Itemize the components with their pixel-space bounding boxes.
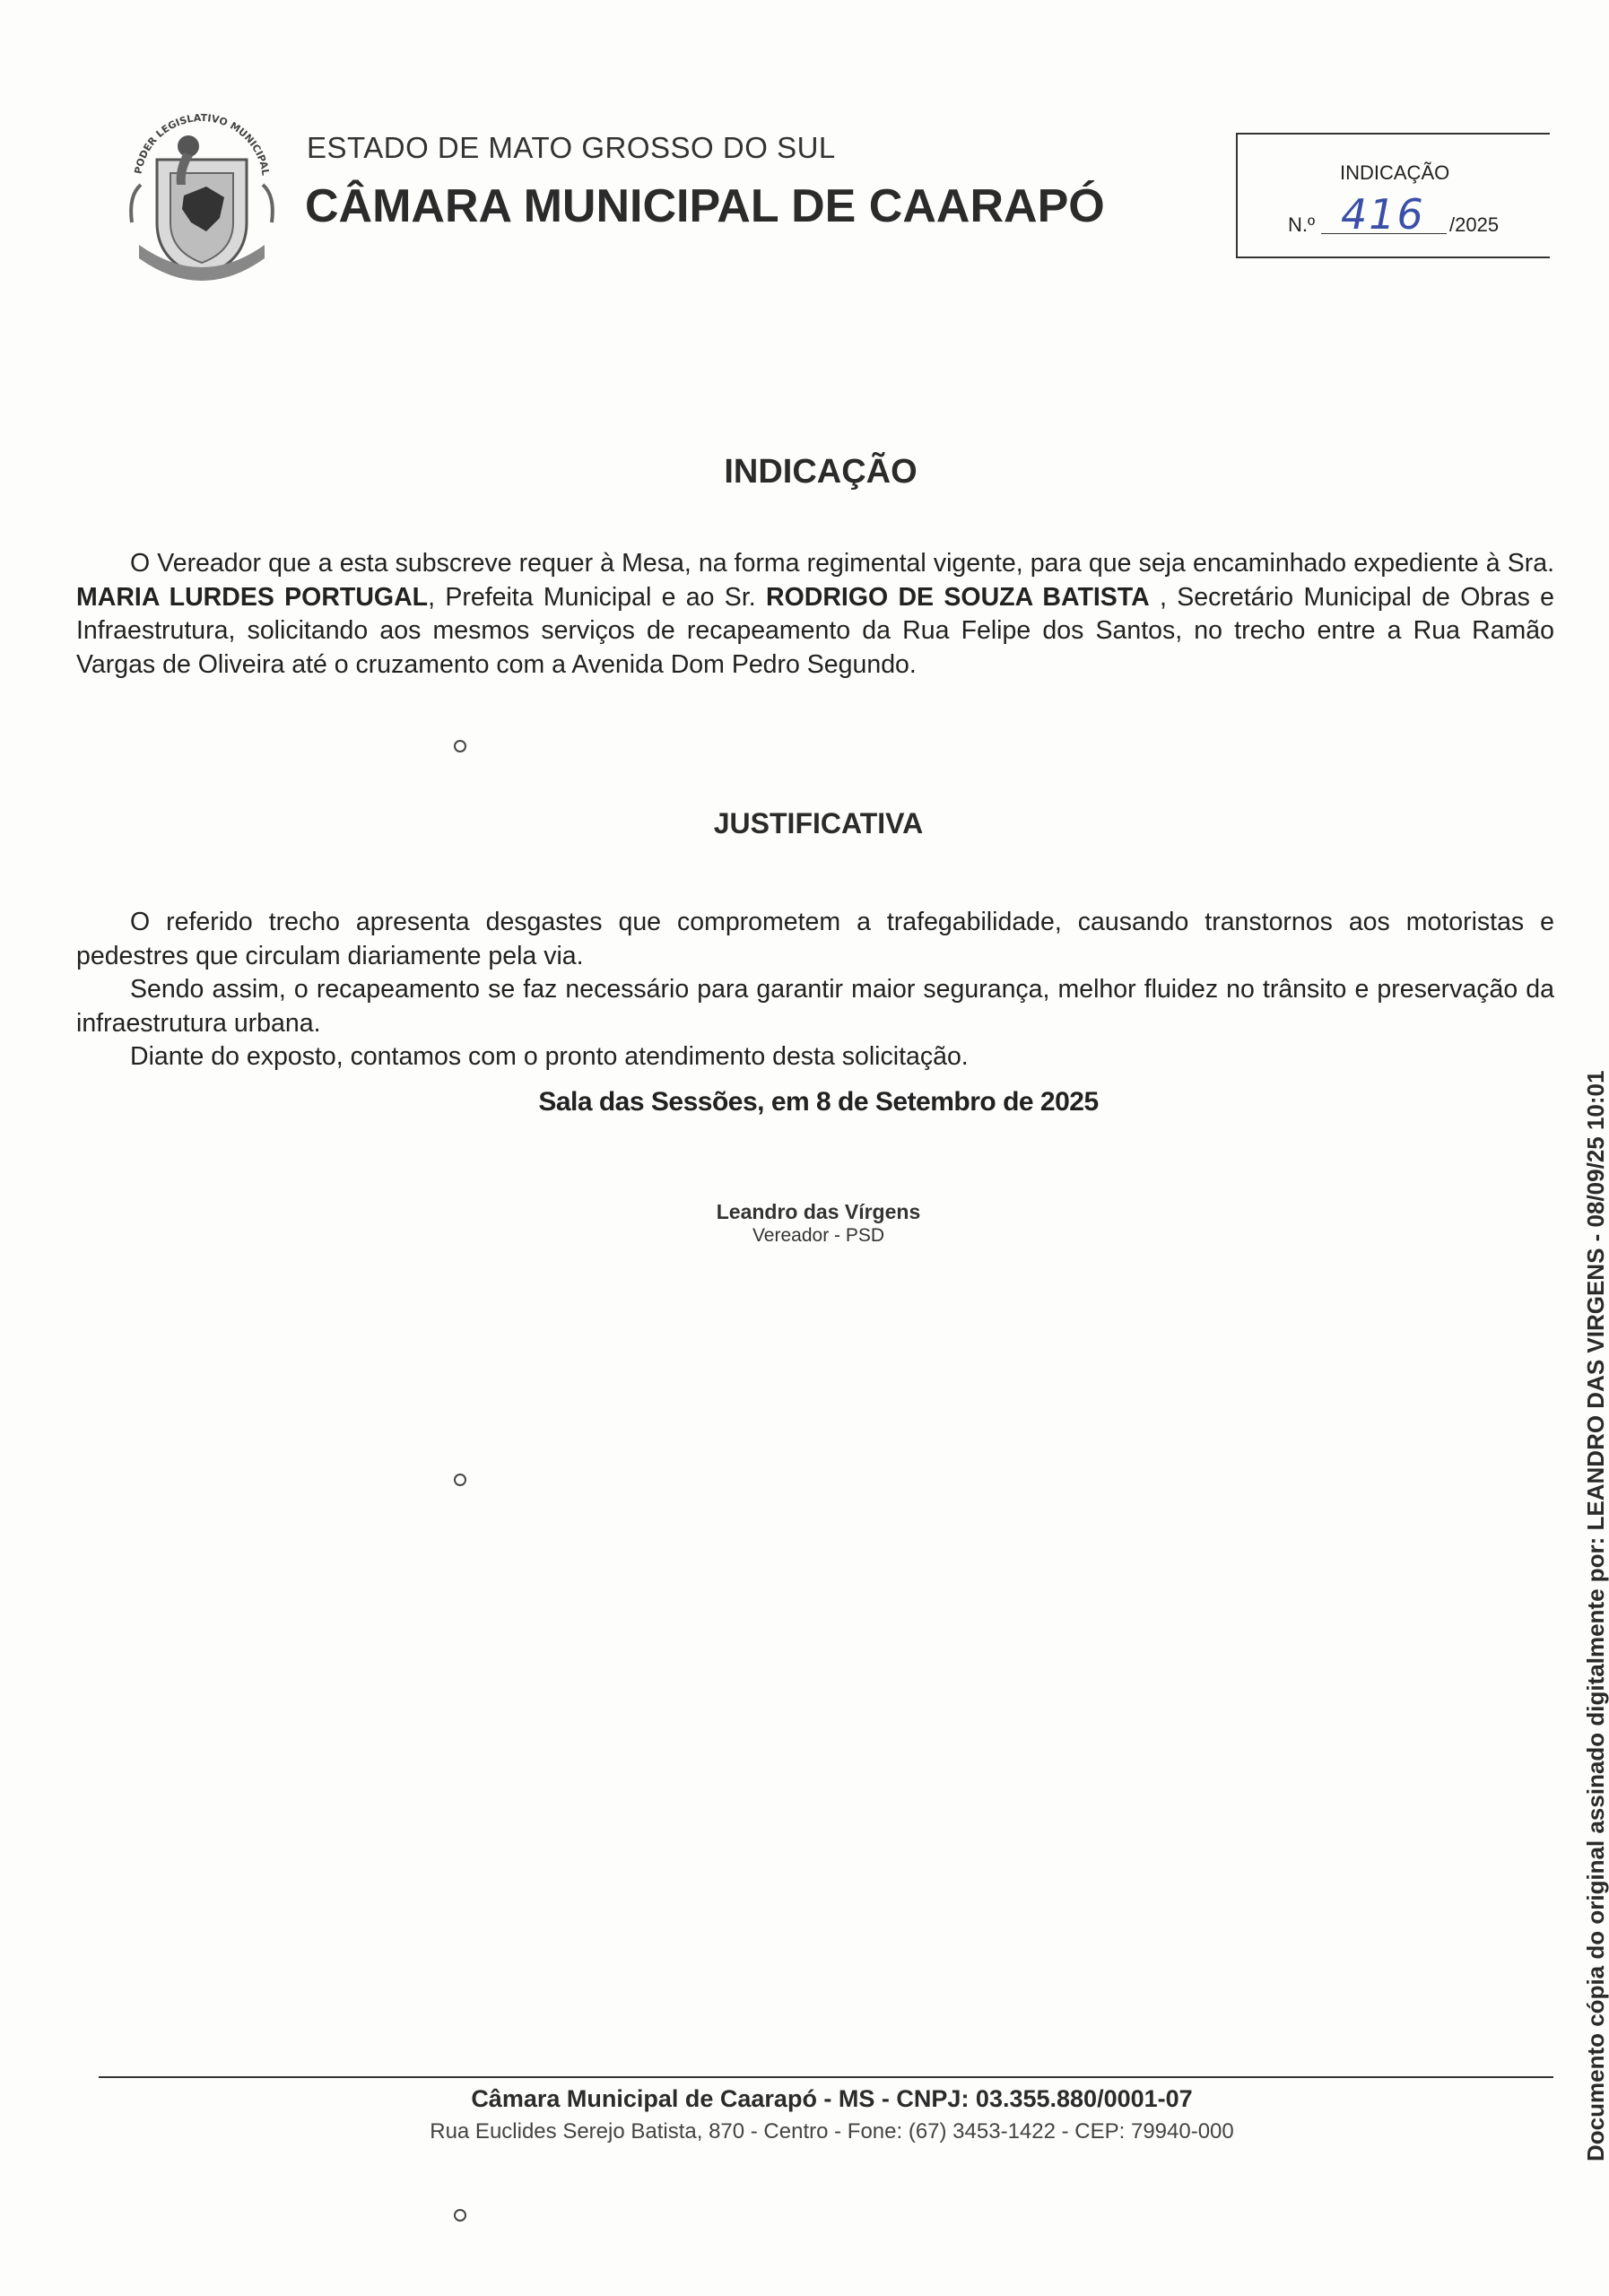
justification-paragraph: Sendo assim, o recapeamento se faz necessário para garantir maior segurança, melhor fluidez no trânsito e preservação da infraestrutura urbana. <box>76 975 1554 1038</box>
chamber-name: CÂMARA MUNICIPAL DE CAARAPÓ <box>305 180 1105 232</box>
punch-hole <box>454 1474 466 1486</box>
digital-signature-stamp: Documento cópia do original assinado digitalmente por: LEANDRO DAS VIRGENS - 08/09/25 10:01 <box>1582 1070 1609 2161</box>
request-text-part1: O Vereador que a esta subscreve requer à Mesa, na forma regimental vigente, para que seja encaminhado expediente à Sra. <box>130 549 1554 578</box>
indication-number-prefix: N.º <box>1288 213 1316 236</box>
justification-paragraph: O referido trecho apresenta desgastes que comprometem a trafegabilidade, causando transtornos aos motoristas e pedestres que circulam diariamente pela via. <box>76 908 1554 970</box>
request-paragraph <box>76 547 1554 682</box>
footer-address-line: Rua Euclides Serejo Batista, 870 - Centro - Fone: (67) 3453-1422 - CEP: 79940-000 <box>430 2119 1234 2144</box>
punch-hole <box>454 2209 466 2222</box>
indication-box-label: INDICAÇÃO <box>1340 161 1450 184</box>
mayor-name: MARIA LURDES PORTUGAL <box>76 582 429 612</box>
document-title: INDICAÇÃO <box>724 453 918 491</box>
svg-text:PODER LEGISLATIVO MUNICIPAL: PODER LEGISLATIVO MUNICIPAL <box>132 111 272 177</box>
signer-name: Leandro das Vírgens <box>716 1200 921 1223</box>
session-date-line: Sala das Sessões, em 8 de Setembro de 2025 <box>538 1087 1099 1117</box>
signer-role: Vereador - PSD <box>752 1225 885 1246</box>
justification-paragraph: Diante do exposto, contamos com o pronto atendimento desta solicitação. <box>130 1042 969 1071</box>
footer-institution-line: Câmara Municipal de Caarapó - MS - CNPJ: 03.355.880/0001-07 <box>471 2085 1193 2112</box>
municipal-crest-logo <box>121 97 283 290</box>
request-text-part2: , Prefeita Municipal e ao Sr. <box>428 582 766 612</box>
punch-hole <box>454 740 466 752</box>
footer-divider <box>99 2076 1553 2078</box>
indication-number-year: /2025 <box>1449 213 1500 236</box>
secretary-name: RODRIGO DE SOUZA BATISTA <box>765 582 1150 612</box>
justification-title: JUSTIFICATIVA <box>713 807 924 839</box>
state-line: ESTADO DE MATO GROSSO DO SUL <box>307 131 836 164</box>
request-text-part3: , Secretário Municipal de Obras e Infraestrutura, solicitando aos mesmos serviços de recapeamento da Rua Felipe dos Santos, no trecho entre a Rua Ramão Vargas de Oliveira até o cruzamento com a Avenida Dom Pedro Segundo. <box>76 582 1555 679</box>
indication-number-handwritten: 416 <box>1341 190 1425 239</box>
